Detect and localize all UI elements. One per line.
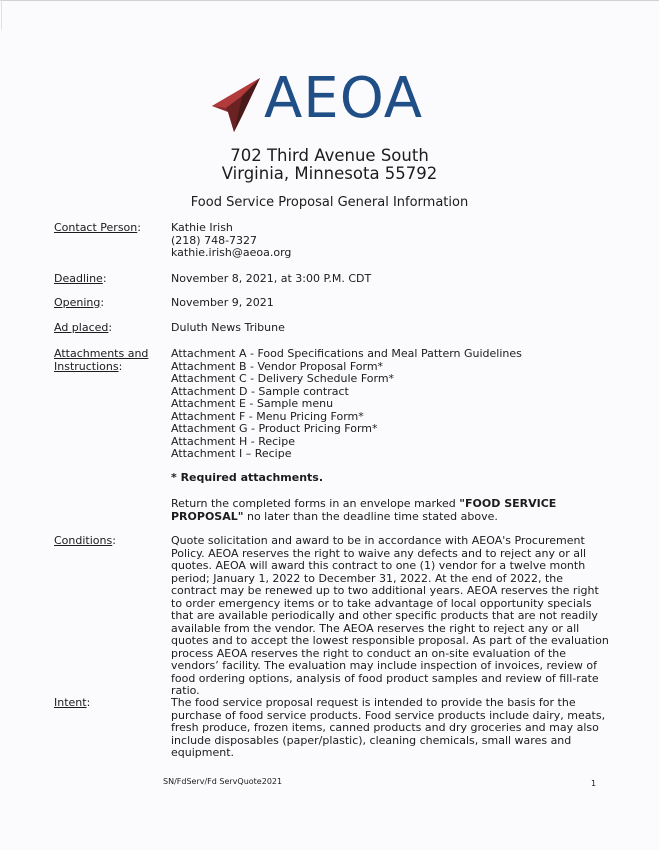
attachment-item: Attachment H - Recipe	[171, 434, 295, 448]
contact-email: kathie.irish@aeoa.org	[171, 246, 292, 259]
conditions-text: Quote solicitation and award to be in accordance with AEOA's Procurement Policy. AEOA reserves the right to waive any defects and to reject any or all quotes. AEOA will award this contract to one (1) vendor for a twelve month period; January 1, 2022 to December 31, 2022. At the end of 2022, the contract may be renewed up to two additional years. AEOA reserves the right to order emergency items or to take advantage of local opportunity specials that are available periodically and other specific products that are not readily available from the vendor. The AEOA reserves the right to reject any or all quotes and to accept the lowest responsible proposal. As part of the evaluation process AEOA reserves the right to conduct an on-site evaluation of the vendors’ facility. The evaluation may include inspection of invoices, review of food ordering options, analysis of food product samples and review of fill-rate ratio.	[171, 534, 609, 697]
required-note: * Required attachments.	[171, 471, 324, 484]
attachments-list	[171, 348, 522, 461]
attachment-item: Attachment F - Menu Pricing Form*	[171, 409, 364, 423]
attachment-item: Attachment A - Food Specifications and Meal Pattern Guidelines	[171, 347, 522, 360]
logo-text: AEOA	[264, 66, 424, 131]
attachment-item: Attachment G - Product Pricing Form*	[171, 422, 378, 435]
attachment-item: Attachment D - Sample contract	[171, 384, 349, 398]
contact-value	[171, 222, 291, 260]
deadline-label: Deadline:	[54, 272, 107, 285]
footer-doc-ref: SN/FdServ/Fd ServQuote2021	[163, 777, 283, 786]
conditions-label: Conditions:	[54, 534, 116, 547]
attachment-item: Attachment C - Delivery Schedule Form*	[171, 372, 395, 385]
intent-text: The food service proposal request is intended to provide the basis for the purchase of food service products. Food service products include dairy, meats, fresh produce, frozen items, canned products and dry groceries and may also include disposables (paper/plastic), cleaning chemicals, small wares and equipment.	[171, 696, 606, 759]
contact-name: Kathie Irish	[171, 221, 233, 234]
aeoa-logo	[212, 66, 452, 131]
address-line-2: Virginia, Minnesota 55792	[221, 164, 438, 183]
attachment-item: Attachment B - Vendor Proposal Form*	[171, 359, 384, 373]
scan-edge-left	[1, 0, 2, 30]
scan-edge-top	[0, 0, 659, 1]
contact-label: Contact Person:	[54, 221, 141, 234]
page-number: 1	[591, 779, 597, 788]
contact-phone: (218) 748-7327	[171, 233, 258, 247]
intent-label: Intent:	[54, 696, 91, 709]
address-line-1: 702 Third Avenue South	[230, 146, 429, 165]
document-title: Food Service Proposal General Information	[190, 195, 469, 210]
ad-label: Ad placed:	[54, 321, 113, 334]
opening-value: November 9, 2021	[171, 296, 274, 309]
attachment-item: Attachment E - Sample menu	[171, 397, 334, 410]
arrowhead-icon	[212, 76, 262, 132]
return-instructions: Return the completed forms in an envelope marked "FOOD SERVICE PROPOSAL" no later than the deadline time stated above.	[171, 497, 557, 523]
attachment-item: Attachment I – Recipe	[171, 447, 292, 460]
ad-value: Duluth News Tribune	[171, 321, 285, 334]
deadline-value: November 8, 2021, at 3:00 P.M. CDT	[171, 272, 372, 285]
opening-label: Opening:	[54, 296, 105, 309]
attachments-label: Attachments and Instructions:	[54, 347, 149, 373]
